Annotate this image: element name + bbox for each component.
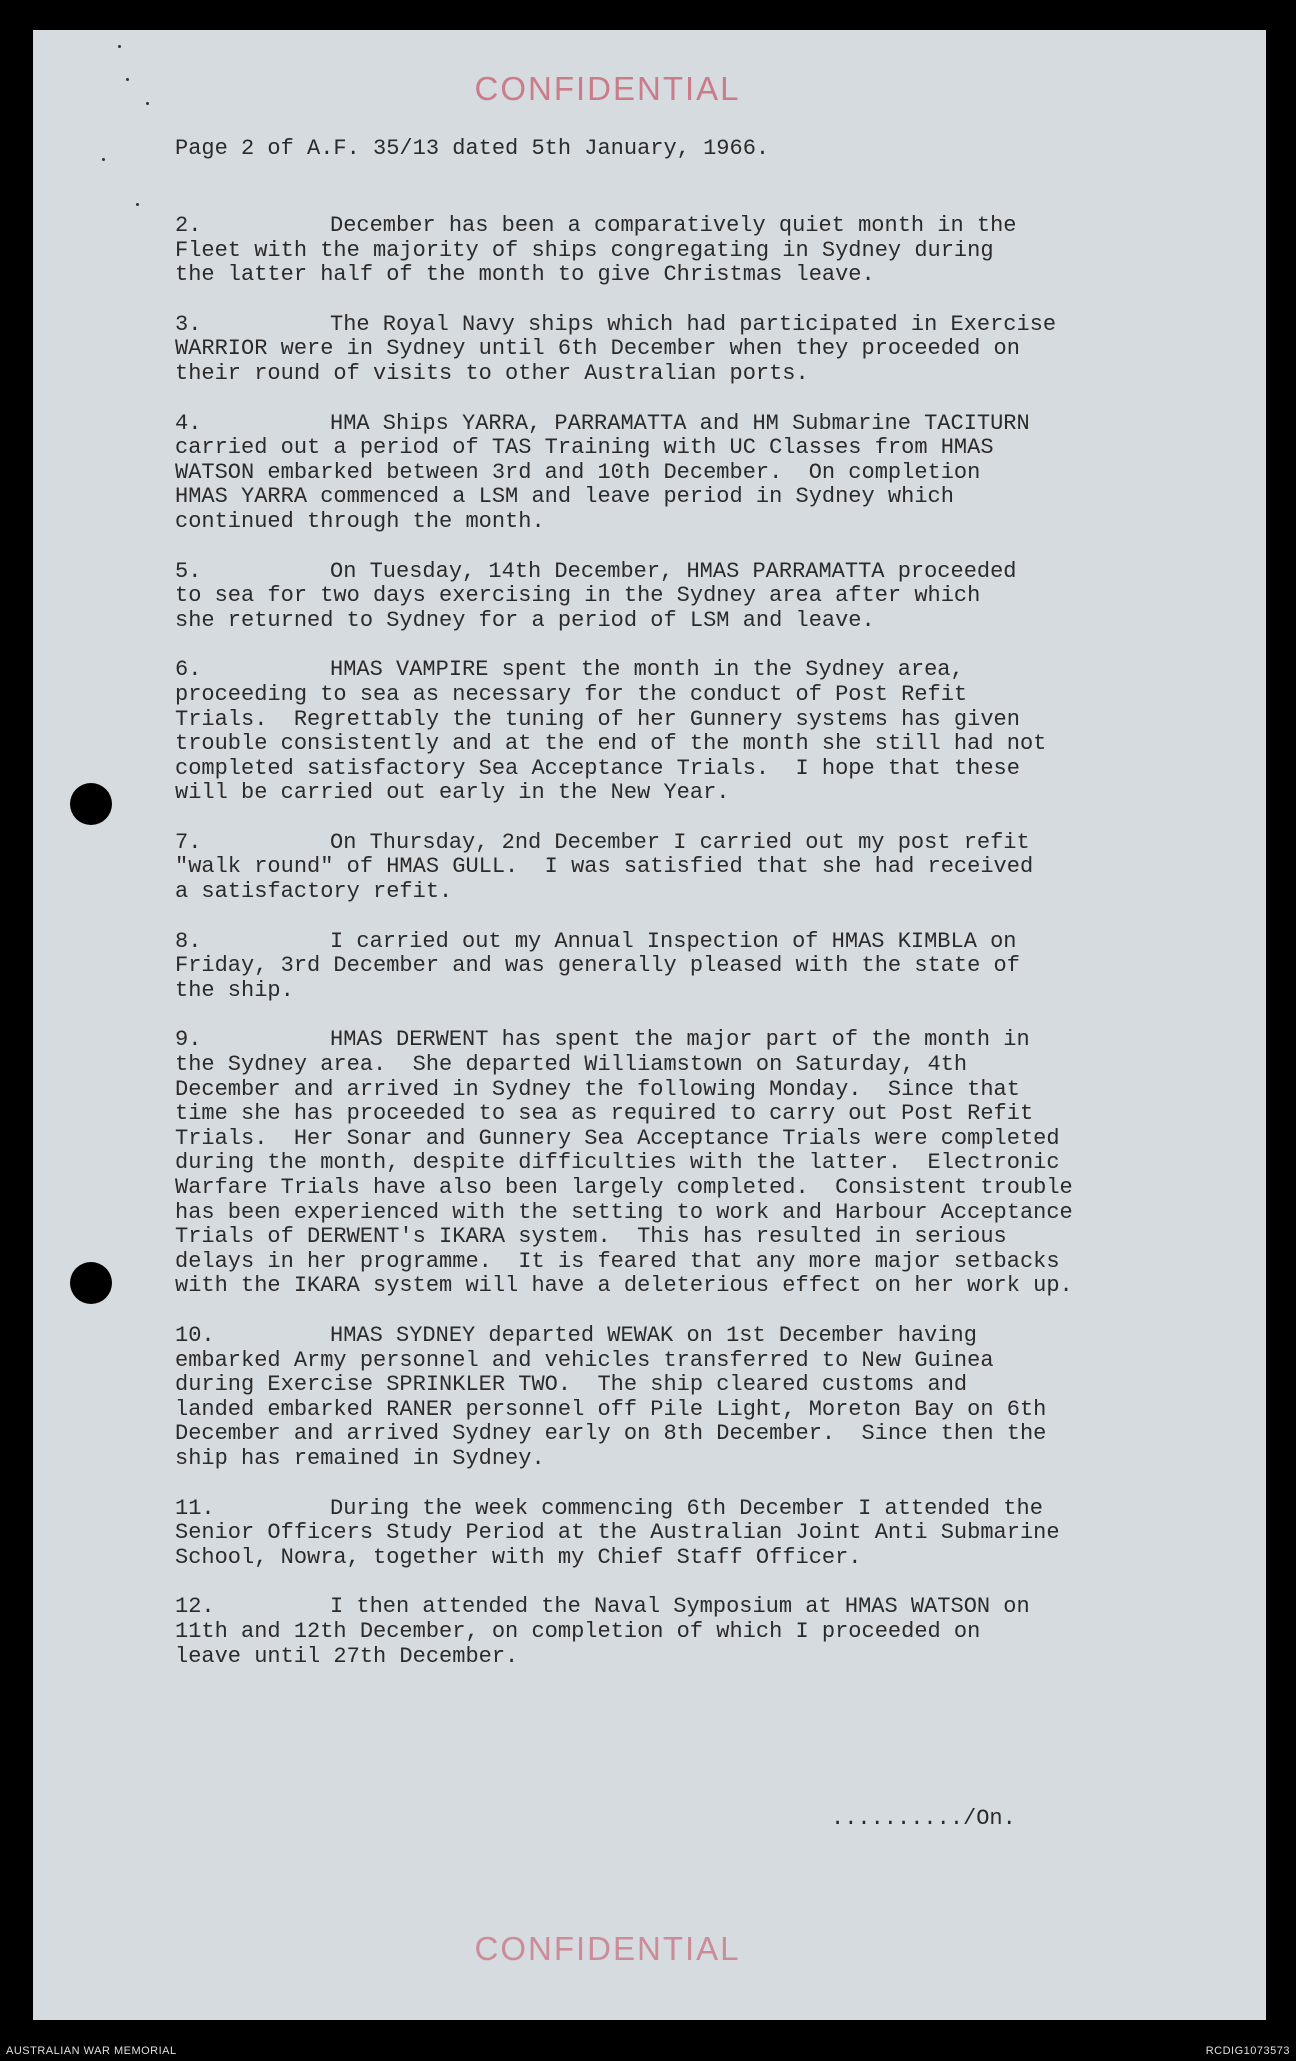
line-text: ship has remained in Sydney. <box>175 1445 545 1471</box>
paragraph-number: 5. <box>175 558 202 584</box>
continuation-marker: ........../On. <box>831 1806 1016 1831</box>
paragraph-3 <box>175 313 1255 387</box>
paragraph-line <box>175 880 1255 905</box>
line-text: HMA Ships YARRA, PARRAMATTA and HM Submarine TACITURN <box>330 410 1030 436</box>
paragraph-number: 7. <box>175 829 202 855</box>
paragraph-line <box>175 954 1255 979</box>
paragraph-12 <box>175 1595 1255 1669</box>
paragraph-11 <box>175 1497 1255 1571</box>
paragraph-line <box>175 560 1255 585</box>
line-text: their round of visits to other Australian ports. <box>175 360 809 386</box>
line-text: proceeding to sea as necessary for the conduct of Post Refit <box>175 681 968 707</box>
line-text: trouble consistently and at the end of the month she still had not <box>175 731 1047 757</box>
paragraph-line <box>175 313 1255 338</box>
paragraph-line <box>175 485 1255 510</box>
paragraph-4 <box>175 412 1255 535</box>
paragraph-line <box>175 362 1255 387</box>
paragraph-line <box>175 683 1255 708</box>
paragraph-line <box>175 1349 1255 1374</box>
paragraph-line <box>175 584 1255 609</box>
paragraph-number: 9. <box>175 1027 202 1053</box>
line-text: School, Nowra, together with my Chief Staff Officer. <box>175 1544 862 1570</box>
paragraph-line <box>175 1422 1255 1447</box>
line-text: will be carried out early in the New Year. <box>175 780 730 806</box>
line-text: with the IKARA system will have a deleterious effect on her work up. <box>175 1273 1073 1299</box>
paper-speck <box>102 158 105 161</box>
paper-speck <box>146 102 149 105</box>
line-text: the ship. <box>175 977 294 1003</box>
paragraph-line <box>175 1324 1255 1349</box>
paragraph-line <box>175 1078 1255 1103</box>
paragraph-line <box>175 855 1255 880</box>
paragraph-line <box>175 412 1255 437</box>
line-text: the Sydney area. She departed Williamstown on Saturday, 4th <box>175 1052 968 1078</box>
line-text: completed satisfactory Sea Acceptance Trials. I hope that these <box>175 755 1020 781</box>
line-text: HMAS SYDNEY departed WEWAK on 1st December having <box>330 1322 977 1348</box>
line-text: leave until 27th December. <box>175 1643 519 1669</box>
line-text: WATSON embarked between 3rd and 10th December. On completion <box>175 459 981 485</box>
paragraph-5 <box>175 560 1255 634</box>
archive-credit: AUSTRALIAN WAR MEMORIAL <box>6 2045 177 2057</box>
paragraph-number: 8. <box>175 928 202 954</box>
paragraph-line <box>175 1274 1255 1299</box>
line-text: the latter half of the month to give Christmas leave. <box>175 262 875 288</box>
paragraph-line <box>175 658 1255 683</box>
paragraph-6 <box>175 658 1255 806</box>
paragraph-line <box>175 239 1255 264</box>
line-text: HMAS YARRA commenced a LSM and leave period in Sydney which <box>175 484 954 510</box>
line-text: during Exercise SPRINKLER TWO. The ship cleared customs and <box>175 1372 968 1398</box>
line-text: I carried out my Annual Inspection of HMAS KIMBLA on <box>330 928 1017 954</box>
paragraph-line <box>175 461 1255 486</box>
confidential-stamp-top: CONFIDENTIAL <box>474 70 741 107</box>
line-text: I then attended the Naval Symposium at HMAS WATSON on <box>330 1594 1030 1620</box>
paragraph-line <box>175 831 1255 856</box>
line-text: she returned to Sydney for a period of LSM and leave. <box>175 607 875 633</box>
paragraph-number: 12. <box>175 1594 215 1620</box>
line-text: during the month, despite difficulties with the latter. Electronic <box>175 1150 1060 1176</box>
paragraph-number: 3. <box>175 311 202 337</box>
line-text: HMAS DERWENT has spent the major part of the month in <box>330 1027 1030 1053</box>
line-text: landed embarked RANER personnel off Pile Light, Moreton Bay on 6th <box>175 1396 1047 1422</box>
line-text: Trials. Her Sonar and Gunnery Sea Acceptance Trials were completed <box>175 1125 1060 1151</box>
paragraph-line <box>175 1102 1255 1127</box>
line-text: 11th and 12th December, on completion of which I proceeded on <box>175 1618 981 1644</box>
paragraph-line <box>175 757 1255 782</box>
paragraph-line <box>175 1176 1255 1201</box>
line-text: During the week commencing 6th December I attended the <box>330 1495 1043 1521</box>
paragraph-line <box>175 781 1255 806</box>
paragraph-line <box>175 214 1255 239</box>
line-text: to sea for two days exercising in the Sydney area after which <box>175 583 981 609</box>
paragraph-line <box>175 337 1255 362</box>
line-text: HMAS VAMPIRE spent the month in the Sydney area, <box>330 657 964 683</box>
paragraph-line <box>175 609 1255 634</box>
paragraph-line <box>175 1447 1255 1472</box>
line-text: Warfare Trials have also been largely completed. Consistent trouble <box>175 1175 1073 1200</box>
line-text: Trials. Regrettably the tuning of her Gunnery systems has given <box>175 706 1020 732</box>
paragraph-number: 4. <box>175 410 202 436</box>
paragraph-line <box>175 263 1255 288</box>
punch-hole-lower <box>70 1262 112 1304</box>
line-text: Friday, 3rd December and was generally pleased with the state of <box>175 953 1020 979</box>
paper-speck <box>118 45 121 48</box>
line-text: continued through the month. <box>175 508 545 534</box>
paragraph-line <box>175 1028 1255 1053</box>
paragraph-line <box>175 930 1255 955</box>
line-text: carried out a period of TAS Training with UC Classes from HMAS <box>175 435 994 461</box>
page-header: Page 2 of A.F. 35/13 dated 5th January, 1966. <box>175 136 770 161</box>
paragraph-line <box>175 1595 1255 1620</box>
line-text: On Tuesday, 14th December, HMAS PARRAMATTA proceeded <box>330 558 1017 584</box>
line-text: time she has proceeded to sea as required to carry out Post Refit <box>175 1101 1034 1127</box>
paragraph-line <box>175 510 1255 535</box>
paragraph-line <box>175 1398 1255 1423</box>
paragraph-number: 2. <box>175 213 202 238</box>
paragraph-line <box>175 1151 1255 1176</box>
paragraph-line <box>175 1521 1255 1546</box>
paragraph-line <box>175 708 1255 733</box>
line-text: The Royal Navy ships which had participated in Exercise <box>330 311 1057 337</box>
line-text: WARRIOR were in Sydney until 6th December when they proceeded on <box>175 336 1020 362</box>
paragraph-number: 6. <box>175 657 202 683</box>
line-text: December and arrived in Sydney the following Monday. Since that <box>175 1076 1020 1102</box>
paragraph-line <box>175 1497 1255 1522</box>
line-text: December has been a comparatively quiet month in the <box>330 213 1017 238</box>
line-text: "walk round" of HMAS GULL. I was satisfied that she had received <box>175 854 1034 880</box>
paragraph-number: 10. <box>175 1322 215 1348</box>
document-page <box>33 30 1266 2020</box>
paragraph-line <box>175 1250 1255 1275</box>
paragraph-line <box>175 1053 1255 1078</box>
paragraph-line <box>175 1645 1255 1670</box>
line-text: embarked Army personnel and vehicles transferred to New Guinea <box>175 1347 994 1373</box>
paper-speck <box>136 203 139 206</box>
paragraph-line <box>175 732 1255 757</box>
paragraph-2 <box>175 214 1255 288</box>
paragraph-number: 11. <box>175 1495 215 1521</box>
line-text: Senior Officers Study Period at the Australian Joint Anti Submarine <box>175 1520 1060 1546</box>
archive-reference: RCDIG1073573 <box>1205 2045 1290 2057</box>
paragraph-8 <box>175 930 1255 1004</box>
document-body <box>175 214 1255 1694</box>
paragraph-10 <box>175 1324 1255 1472</box>
paragraph-line <box>175 1127 1255 1152</box>
paragraph-line <box>175 1620 1255 1645</box>
punch-hole-upper <box>70 783 112 825</box>
line-text: delays in her programme. It is feared that any more major setbacks <box>175 1248 1060 1274</box>
line-text: Trials of DERWENT's IKARA system. This has resulted in serious <box>175 1224 1007 1250</box>
paragraph-line <box>175 1373 1255 1398</box>
line-text: Fleet with the majority of ships congregating in Sydney during <box>175 237 994 263</box>
paragraph-line <box>175 1546 1255 1571</box>
paragraph-9 <box>175 1028 1255 1299</box>
line-text: On Thursday, 2nd December I carried out my post refit <box>330 829 1030 855</box>
paragraph-7 <box>175 831 1255 905</box>
paragraph-line <box>175 1201 1255 1226</box>
line-text: December and arrived Sydney early on 8th December. Since then the <box>175 1421 1047 1447</box>
line-text: has been experienced with the setting to work and Harbour Acceptance <box>175 1199 1073 1225</box>
paragraph-line <box>175 436 1255 461</box>
confidential-stamp-bottom: CONFIDENTIAL <box>474 1930 741 1967</box>
paragraph-line <box>175 979 1255 1004</box>
paragraph-line <box>175 1225 1255 1250</box>
line-text: a satisfactory refit. <box>175 879 453 905</box>
paper-speck <box>126 78 129 81</box>
